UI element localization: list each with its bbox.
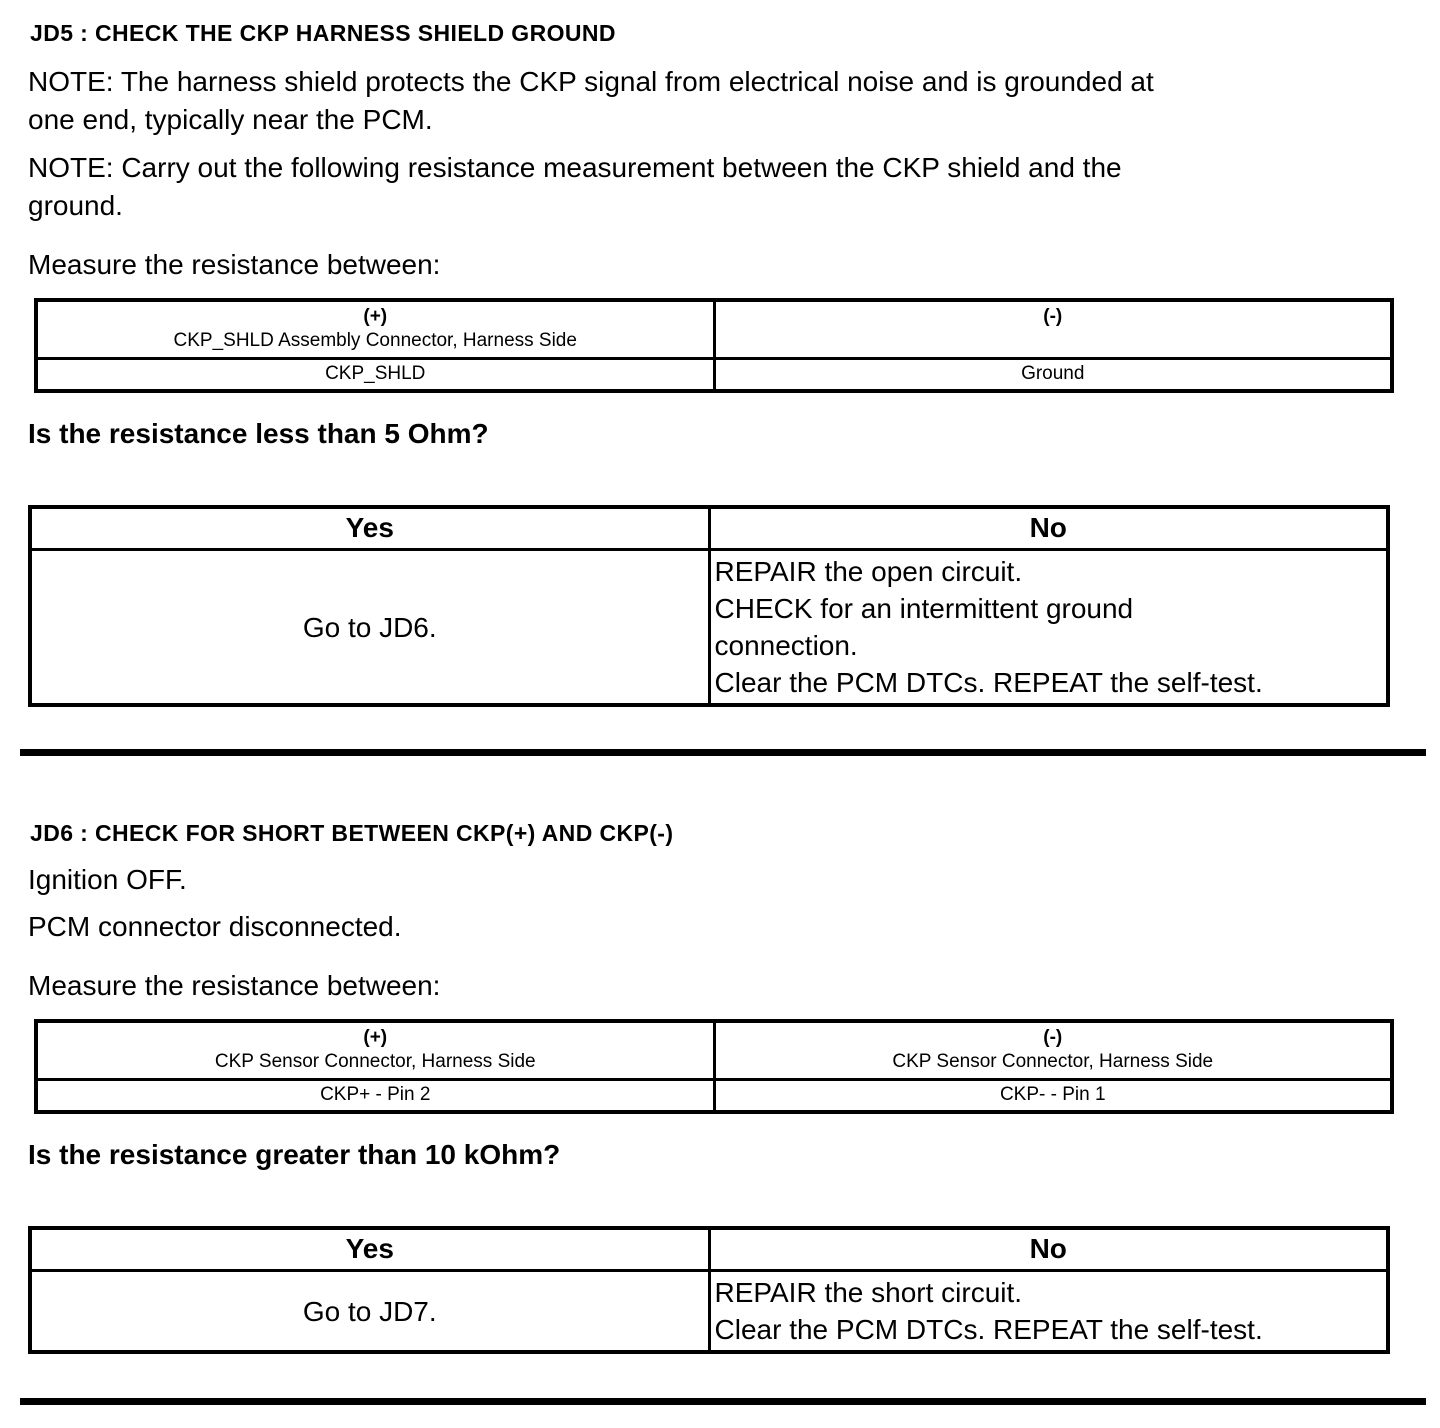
note-line: NOTE: The harness shield protects the CKP signal from electrical noise and is grounded at bbox=[28, 66, 1154, 97]
plus-polarity-label: (+) bbox=[363, 306, 388, 327]
measure-value-row bbox=[36, 1080, 1392, 1113]
note-paragraph bbox=[28, 149, 1412, 225]
plus-connector-label: CKP Sensor Connector, Harness Side bbox=[214, 1051, 536, 1072]
note-line: one end, typically near the PCM. bbox=[28, 104, 433, 135]
question-text: Is the resistance less than 5 Ohm? bbox=[28, 418, 489, 449]
step-heading-jd6: JD6 : CHECK FOR SHORT BETWEEN CKP(+) AND CKP(-) bbox=[30, 820, 674, 846]
decision-header-row bbox=[30, 1228, 1388, 1271]
plus-polarity-label: (+) bbox=[363, 1027, 388, 1048]
decision-body-row bbox=[30, 1271, 1388, 1353]
step-line: PCM connector disconnected. bbox=[28, 911, 402, 942]
decision-header-row bbox=[30, 507, 1388, 550]
measure-intro: Measure the resistance between: bbox=[28, 249, 441, 280]
note-line: ground. bbox=[28, 190, 123, 221]
minus-connector-label bbox=[722, 329, 1385, 353]
measure-table-jd5 bbox=[34, 298, 1394, 393]
plus-pin-cell: CKP_SHLD bbox=[36, 359, 714, 392]
no-header-cell: No bbox=[709, 1228, 1388, 1271]
action-line: REPAIR the short circuit. bbox=[714, 1277, 1023, 1308]
minus-connector-label: CKP Sensor Connector, Harness Side bbox=[892, 1051, 1214, 1072]
no-header-cell: No bbox=[709, 507, 1388, 550]
measure-intro: Measure the resistance between: bbox=[28, 970, 441, 1001]
note-line: NOTE: Carry out the following resistance measurement between the CKP shield and the bbox=[28, 152, 1122, 183]
minus-pin-cell: Ground bbox=[714, 359, 1392, 392]
plus-pin-cell: CKP+ - Pin 2 bbox=[36, 1080, 714, 1113]
section-jd6 bbox=[28, 820, 1412, 1405]
action-line: CHECK for an intermittent ground bbox=[714, 593, 1134, 624]
section-jd5 bbox=[28, 20, 1412, 756]
measure-table-jd6 bbox=[34, 1019, 1394, 1114]
action-line: Clear the PCM DTCs. REPEAT the self-test. bbox=[714, 667, 1263, 698]
minus-polarity-label: (-) bbox=[1043, 1027, 1063, 1048]
yes-action-cell: Go to JD7. bbox=[30, 1271, 709, 1353]
section-divider bbox=[20, 1398, 1426, 1405]
step-line: Ignition OFF. bbox=[28, 864, 187, 895]
no-action-cell bbox=[709, 550, 1388, 706]
yes-header-cell: Yes bbox=[30, 507, 709, 550]
decision-table-jd6 bbox=[28, 1226, 1390, 1354]
action-line: REPAIR the open circuit. bbox=[714, 556, 1023, 587]
decision-table-jd5 bbox=[28, 505, 1390, 707]
note-paragraph bbox=[28, 63, 1412, 139]
section-divider bbox=[20, 749, 1426, 756]
minus-polarity-label: (-) bbox=[1043, 306, 1063, 327]
plus-header-cell bbox=[36, 300, 714, 359]
action-line: connection. bbox=[714, 630, 858, 661]
minus-header-cell bbox=[714, 300, 1392, 359]
action-line: Clear the PCM DTCs. REPEAT the self-test. bbox=[714, 1314, 1263, 1345]
measure-header-row bbox=[36, 300, 1392, 359]
no-action-cell bbox=[709, 1271, 1388, 1353]
plus-connector-label: CKP_SHLD Assembly Connector, Harness Side bbox=[173, 330, 577, 351]
yes-action-cell: Go to JD6. bbox=[30, 550, 709, 706]
minus-pin-cell: CKP- - Pin 1 bbox=[714, 1080, 1392, 1113]
step-heading-jd5: JD5 : CHECK THE CKP HARNESS SHIELD GROUND bbox=[30, 20, 616, 46]
plus-header-cell bbox=[36, 1021, 714, 1080]
minus-header-cell bbox=[714, 1021, 1392, 1080]
question-text: Is the resistance greater than 10 kOhm? bbox=[28, 1139, 561, 1170]
yes-header-cell: Yes bbox=[30, 1228, 709, 1271]
measure-header-row bbox=[36, 1021, 1392, 1080]
measure-value-row bbox=[36, 359, 1392, 392]
decision-body-row bbox=[30, 550, 1388, 706]
